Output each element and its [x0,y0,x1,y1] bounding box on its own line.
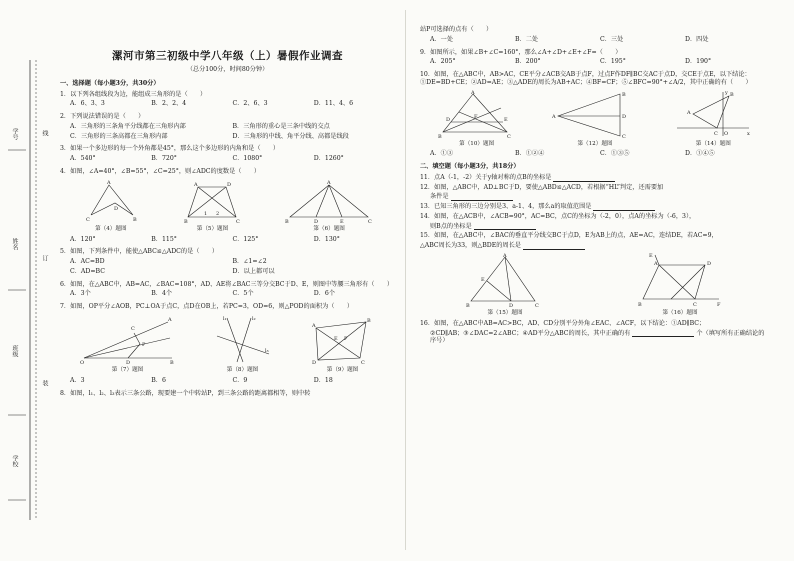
figure-8-caption: 第（8）题图 [226,366,259,373]
order-label: 订 [41,255,48,261]
option[interactable]: A．6、3、3 [70,100,105,108]
figure-9 [308,314,378,374]
question-9: 9．如图所示，如果∠B+∠C=160°，那么∠A+∠D+∠E+∠F=（ ） [420,48,622,56]
exam-title: 漯河市第三初级中学八年级（上）暑假作业调查 [112,50,343,62]
question-15: 15．如图，在△ABC中，∠BAC的垂直平分线交BC于点D，E为AB上的点，AE=AC，连结DE，若AC=9， [420,232,718,240]
option[interactable]: D．18 [313,376,333,384]
option[interactable]: B．2、2、4 [151,100,187,108]
option[interactable]: D．1260° [313,155,344,163]
svg-text:C: C [714,130,719,137]
line-label: 线 [41,130,48,136]
name-label: 姓名 [11,238,18,250]
svg-text:D: D [621,113,626,120]
question-5-options [70,258,395,276]
svg-text:F: F [717,301,721,308]
svg-text:E: E [649,252,653,259]
svg-text:E: E [503,116,508,123]
option[interactable]: B．115° [151,235,177,243]
question-3: 3．如果一个多边形的每一个外角都是45°，那么这个多边形的内角和是（ ） [60,145,280,153]
question-1-options [70,100,395,108]
option[interactable]: A．①③ [430,150,454,158]
figures-15-16 [420,253,770,317]
question-8-continued: 站P可选择的点有（ ） [420,26,493,33]
question-7: 7．如图，OP平分∠AOB，PC⊥OA于点C，点D在OB上，若PC=3，OD=6，则△POD的面积为（ ） [60,303,354,311]
figure-15-caption: 第（15）题图 [487,309,523,316]
svg-text:C: C [236,218,241,225]
figures-10-14 [420,90,770,148]
svg-text:D: D [707,260,712,267]
figure-6-diagram [284,179,374,225]
svg-text:2: 2 [216,210,220,217]
figure-9-caption: 第（9）题图 [326,366,359,373]
option[interactable]: A．3个 [70,290,91,298]
option[interactable]: B．200° [515,58,541,66]
svg-text:x: x [747,130,751,137]
svg-text:B: B [621,91,626,98]
figure-7-caption: 第（7）题图 [111,366,144,373]
bind-label: 装 [41,380,48,386]
svg-text:O: O [724,130,729,137]
figure-16 [635,253,725,317]
svg-text:C: C [130,325,135,332]
svg-text:C: C [506,133,511,140]
option[interactable]: A．205° [430,58,456,66]
option[interactable]: A．三角形的三条角平分线都在三角形内部 [70,122,186,130]
option[interactable]: B．二处 [515,35,539,43]
svg-text:l₃: l₃ [264,347,269,354]
option[interactable]: C．1080° [232,155,263,163]
option[interactable]: C．2、6、3 [232,100,268,108]
question-4-options [70,236,395,244]
question-2-options [70,123,395,141]
question-12-cont: 条件是 [430,193,770,201]
section-choice-title: 一、选择题（每小题3分，共30分） [60,79,160,87]
svg-text:A: A [194,181,199,188]
svg-text:1: 1 [204,210,208,217]
question-14-cont: 则B点的坐标是 [430,223,770,231]
page-divider [405,10,406,550]
svg-text:D: D [311,359,316,366]
figure-7-diagram [78,314,178,366]
binding-lines [0,0,48,561]
question-10: 10．如图，在△ABC中，AB>AC，CE平分∠ACB交AB于点F，过点F作DF∥BC交AC于点D，交CE于点E，以下结论：①DE=BD+CE；②AD=AE；③△ADE的周长为AB+AC；④BF=CF；⑤∠BFC=90°+∠A/2，其中正确的有（ ） [420,71,752,86]
svg-text:D: D [113,205,118,212]
question-15-cont: △ABC周长为33，则△BDE的周长是 [420,242,770,250]
seat-label: 学号 [11,128,18,140]
question-6-options [70,290,395,298]
figure-7 [78,314,178,374]
svg-text:B: B [285,218,289,225]
figure-6 [284,179,374,233]
figures-4-6 [60,179,395,233]
question-13: 13．已知三角形的三边分别是3、a-1、4，那么a的取值范围是 [420,203,770,211]
answer-blank[interactable] [451,195,513,201]
svg-text:B: B [169,359,174,366]
svg-text:A: A [167,316,172,323]
option[interactable]: A．120° [70,235,96,243]
figure-15-diagram [465,253,545,309]
question-12: 12．如图，△ABC中，AD⊥BC于D，要使△ABD≌△ACD，若根据“HL”判定，还需要加 [420,183,664,191]
svg-text:A: A [311,322,316,329]
question-3-options [70,155,395,163]
question-8-options [430,36,770,44]
figure-4-diagram [81,179,141,225]
option[interactable]: D．130° [313,235,340,243]
option[interactable]: D．6个 [313,290,336,298]
figure-16-caption: 第（16）题图 [662,309,698,316]
option[interactable]: B．①②④ [515,150,545,158]
option[interactable]: C．三角形的三条高都在三角形内部 [70,132,168,140]
svg-text:A: A [654,260,658,267]
option[interactable]: A．3 [70,376,85,384]
figure-9-diagram [308,314,378,366]
option[interactable]: A．一处 [430,35,454,43]
svg-text:D: D [125,359,130,366]
svg-text:B: B [437,133,442,140]
figure-16-diagram [635,253,725,309]
figure-8 [213,314,273,374]
svg-text:D: D [227,181,232,188]
svg-text:A: A [470,89,475,96]
svg-text:D: D [509,302,514,309]
option[interactable]: B．三角形的重心是三条中线的交点 [232,122,330,130]
question-16-cont: ②CD∥AB；③∠DAC=2∠ABC；④AD平分△ABC的周长，其中正确的有 个（填写所有正确结论的序号） [430,329,765,345]
section-fill-title: 二、填空题（每小题3分，共18分） [420,163,520,171]
svg-text:l₁: l₁ [222,315,227,322]
figure-10 [437,90,517,148]
figure-12 [550,90,640,148]
svg-text:C: C [535,302,539,309]
option[interactable]: C．125° [232,235,259,243]
svg-text:B: B [132,216,137,223]
svg-text:E: E [481,276,485,283]
svg-text:C: C [368,218,372,225]
figure-10-caption: 第（10）题图 [459,140,495,147]
option[interactable]: C．195° [600,58,626,66]
option[interactable]: D．四处 [685,35,709,43]
figure-8-diagram [213,314,273,366]
figure-4 [81,179,141,233]
figure-5-caption: 第（5）题图 [196,225,229,232]
svg-text:A: A [106,179,111,186]
svg-text:B: B [638,301,642,308]
question-16: 16．如图，在△ABC中AB=AC>BC，AD、CD分别平分外角∠EAC、∠ACF，以下结论：①AD∥BC； [420,319,706,327]
svg-text:A: A [551,113,556,120]
figure-14 [673,90,753,148]
left-column [60,50,395,399]
svg-text:C: C [85,216,90,223]
option[interactable]: C．AD=BC [70,267,105,275]
svg-text:A: A [327,179,331,186]
option[interactable]: A．540° [70,155,96,163]
svg-text:D: D [445,116,450,123]
figure-6-caption: 第（6）题图 [313,225,345,232]
svg-text:A: A [503,252,507,259]
question-14: 14．如图，在△ACB中，∠ACB=90°，AC=BC，点C的坐标为（-2，0），点A的坐标为（-6，3）， [420,212,696,220]
svg-text:l₂: l₂ [251,315,256,322]
option[interactable]: D．190° [685,58,712,66]
option[interactable]: B．4个 [151,290,173,298]
answer-blank[interactable] [553,176,615,182]
svg-text:C: C [693,301,697,308]
svg-text:E: E [333,335,338,342]
option[interactable]: D．三角形的中线、角平分线、高都是线段 [232,132,349,140]
svg-text:A: A [687,109,691,116]
question-2: 2．下列说法错误的是（ ） [60,113,145,121]
question-6: 6．如图，在△ABC中，AB=AC，∠BAC=108°，AD、AE将∠BAC三等分交BC于D、E，则图中等腰三角形有（ ） [60,280,394,288]
answer-blank[interactable] [632,331,694,337]
option[interactable]: B．∠1=∠2 [232,258,267,266]
figure-12-diagram [550,90,640,140]
option[interactable]: C．5个 [232,290,254,298]
answer-blank[interactable] [523,244,585,250]
figure-10-diagram [437,90,517,140]
svg-text:y: y [725,89,729,96]
question-1: 1．以下列各组线段为边，能组成三角形的是（ ） [60,90,207,98]
svg-text:B: B [730,91,734,98]
figure-12-caption: 第（12）题图 [577,140,613,147]
question-8: 8．如图，l₁、l₂、l₃表示三条公路，现要建一个中转站P，到三条公路的距离都相等，则中转 [60,389,311,397]
svg-text:F: F [343,335,347,342]
svg-text:B: B [366,317,371,324]
figure-5-diagram [182,179,242,225]
right-column [420,26,770,347]
option[interactable]: C．三处 [600,35,624,43]
svg-text:B: B [466,302,470,309]
svg-text:E: E [340,218,344,225]
option[interactable]: C．9 [232,376,248,384]
svg-text:D: D [314,218,319,225]
school-label: 学校 [11,455,18,467]
figure-14-caption: 第（14）题图 [695,140,731,147]
option[interactable]: B．6 [151,376,166,384]
exam-subtitle: （总分100分，时间80分钟） [186,66,269,74]
figure-15 [465,253,545,317]
question-5: 5．如图，下列条件中，能使△ABC≌△ADC的是（ ） [60,248,219,256]
figure-14-diagram [673,90,753,140]
svg-text:C: C [360,359,365,366]
question-11: 11．点A（-1，-2）关于y轴对称的点B的坐标是 [420,174,770,182]
question-7-options [70,377,395,385]
option[interactable]: D．11、4、6 [313,100,354,108]
option[interactable]: B．720° [151,155,177,163]
option[interactable]: A．AC=BD [70,258,105,266]
question-9-options [430,58,770,66]
option[interactable]: D．①④⑤ [685,150,715,158]
figure-5 [182,179,242,233]
svg-text:B: B [184,218,189,225]
svg-text:F: F [473,113,478,120]
figure-4-caption: 第（4）题图 [95,225,127,232]
answer-blank[interactable] [593,205,655,211]
answer-blank[interactable] [474,224,536,230]
figures-7-9 [60,314,395,374]
svg-text:O: O [79,359,84,366]
question-10-options [430,150,770,158]
binding-margin [0,0,48,561]
option[interactable]: C．①③⑤ [600,150,630,158]
option[interactable]: D．以上都可以 [232,267,275,275]
svg-text:C: C [621,133,626,140]
class-label: 班级 [11,345,18,357]
svg-text:P: P [141,341,145,348]
question-4: 4．如图，∠A=40°，∠B=55°，∠C=25°，则∠ADC的度数是（ ） [60,167,261,175]
